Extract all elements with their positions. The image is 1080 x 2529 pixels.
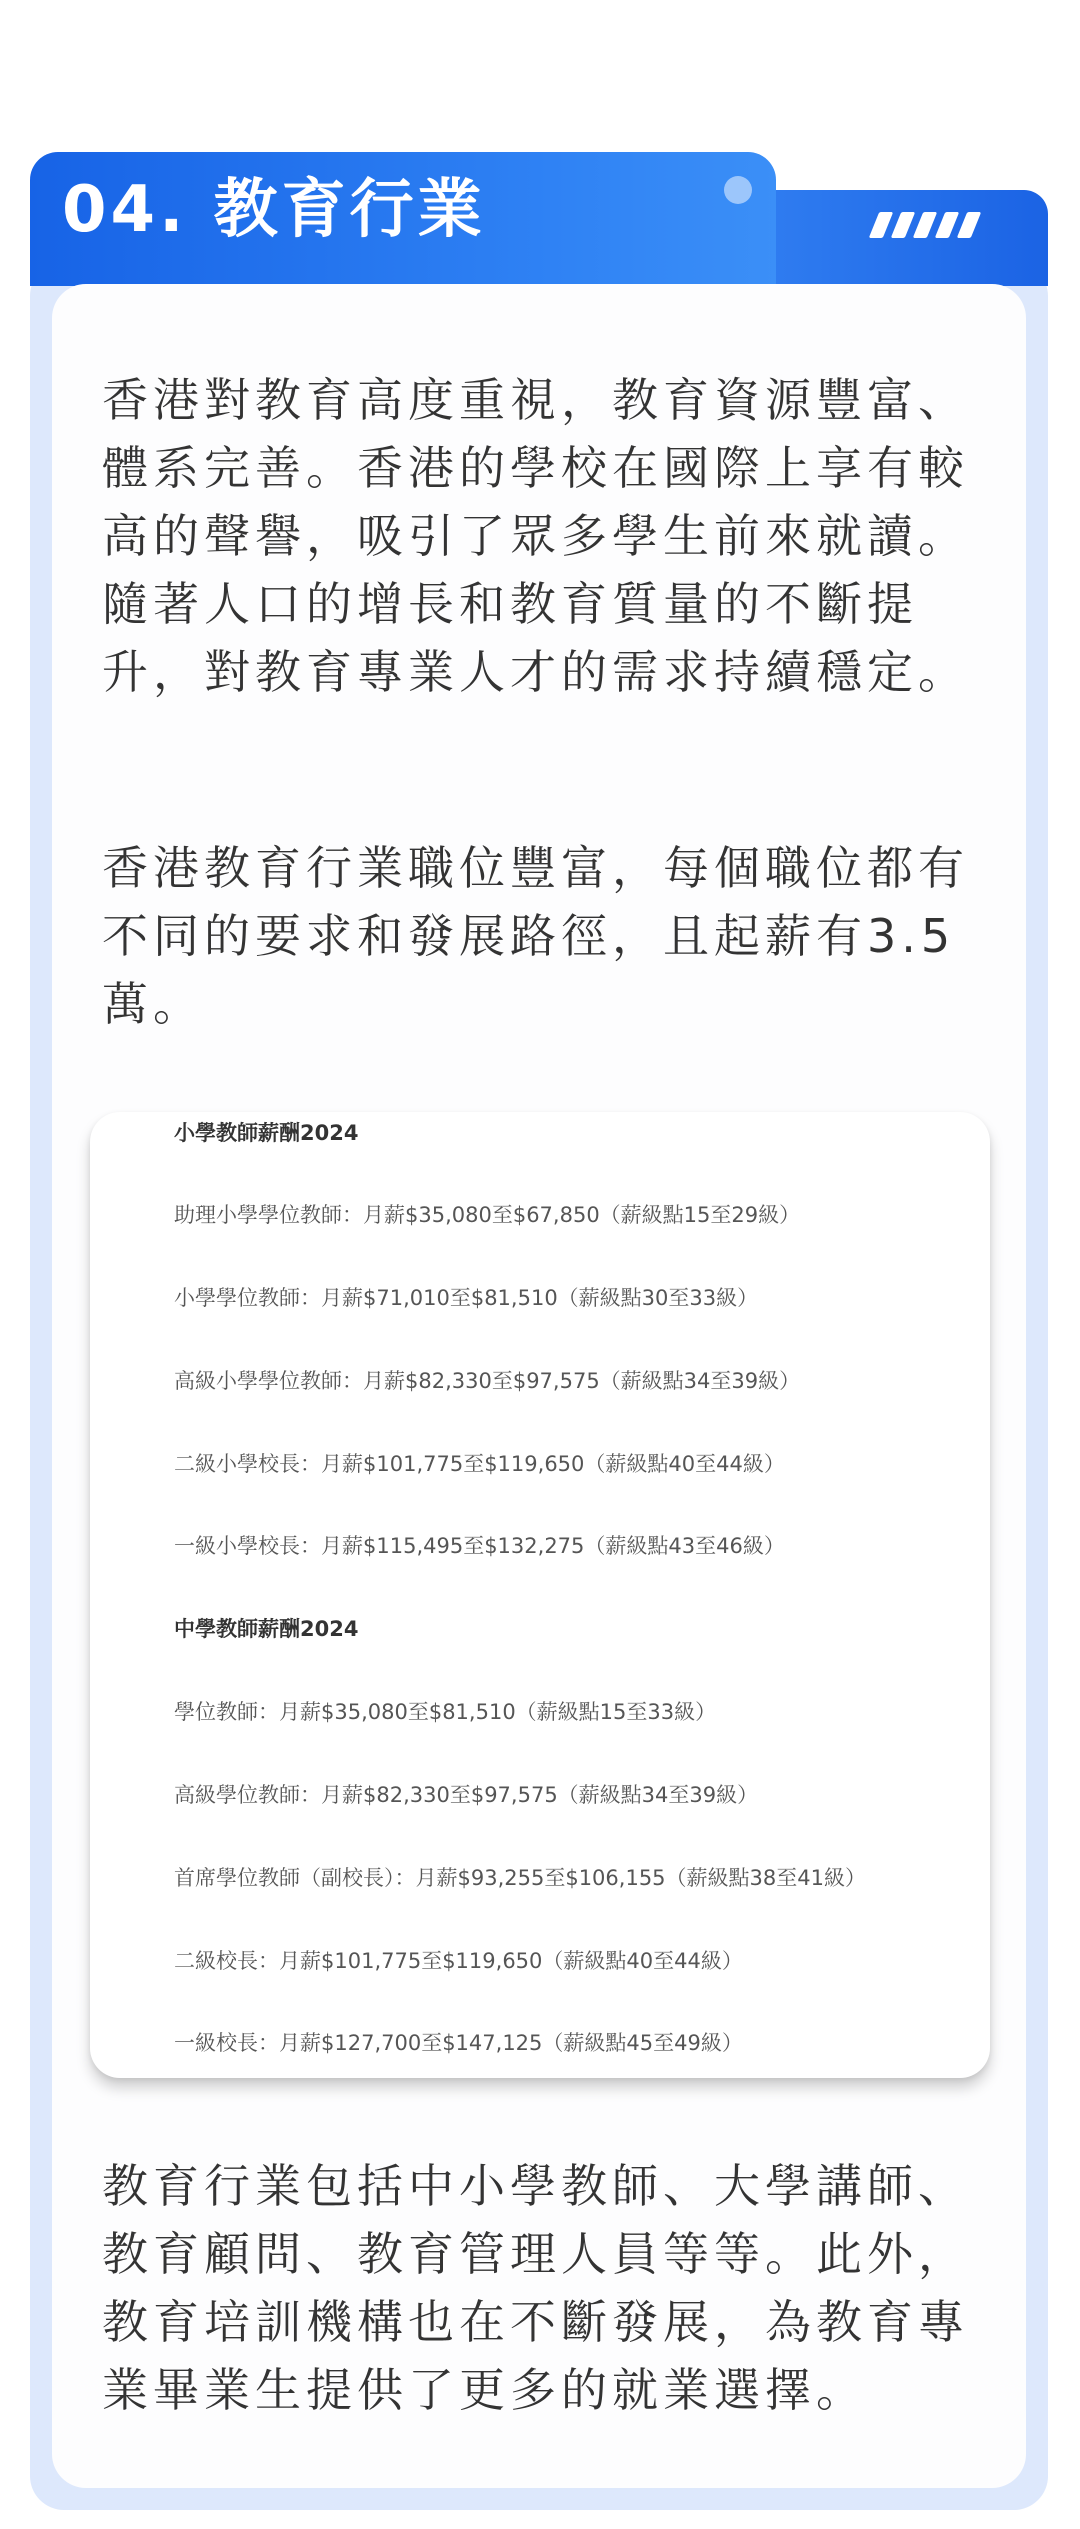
salary-item: 學位教師：月薪$35,080至$81,510（薪級點15至33級） — [174, 1700, 717, 1724]
primary-salary-heading: 小學教師薪酬2024 — [174, 1121, 359, 1145]
salary-item: 小學學位教師：月薪$71,010至$81,510（薪級點30至33級） — [174, 1286, 759, 1310]
salary-item: 二級小學校長：月薪$101,775至$119,650（薪級點40至44級） — [174, 1452, 785, 1476]
dash-mark — [935, 212, 960, 238]
sectors-paragraph: 教育行業包括中小學教師、大學講師、教育顧問、教育管理人員等等。此外，教育培訓機構也在不斷發展，為教育專業畢業生提供了更多的就業選擇。 — [102, 2159, 969, 2417]
salary-item: 首席學位教師（副校長）：月薪$93,255至$106,155（薪級點38至41級） — [174, 1866, 866, 1890]
dash-mark — [957, 212, 982, 238]
dash-mark — [913, 212, 938, 238]
salary-item: 一級校長：月薪$127,700至$147,125（薪級點45至49級） — [174, 2031, 743, 2055]
salary-item: 高級學位教師：月薪$82,330至$97,575（薪級點34至39級） — [174, 1783, 759, 1807]
jobs-paragraph: 香港教育行業職位豐富，每個職位都有不同的要求和發展路徑，且起薪有3.5萬。 — [102, 841, 969, 1031]
salary-item: 高級小學學位教師：月薪$82,330至$97,575（薪級點34至39級） — [174, 1369, 801, 1393]
salary-table-card — [90, 1112, 990, 2078]
salary-item: 一級小學校長：月薪$115,495至$132,275（薪級點43至46級） — [174, 1534, 785, 1558]
dot-decoration — [724, 176, 752, 204]
dash-mark — [891, 212, 916, 238]
intro-paragraph: 香港對教育高度重視，教育資源豐富、體系完善。香港的學校在國際上享有較高的聲譽，吸引了眾多學生前來就讀。隨著人口的增長和教育質量的不斷提升，對教育專業人才的需求持續穩定。 — [102, 373, 969, 699]
salary-item: 二級校長：月薪$101,775至$119,650（薪級點40至44級） — [174, 1949, 743, 1973]
dashes-decoration — [874, 205, 1004, 245]
salary-item: 助理小學學位教師：月薪$35,080至$67,850（薪級點15至29級） — [174, 1203, 801, 1227]
secondary-salary-heading: 中學教師薪酬2024 — [174, 1617, 359, 1641]
section-title: 04. 教育行業 — [62, 173, 486, 247]
